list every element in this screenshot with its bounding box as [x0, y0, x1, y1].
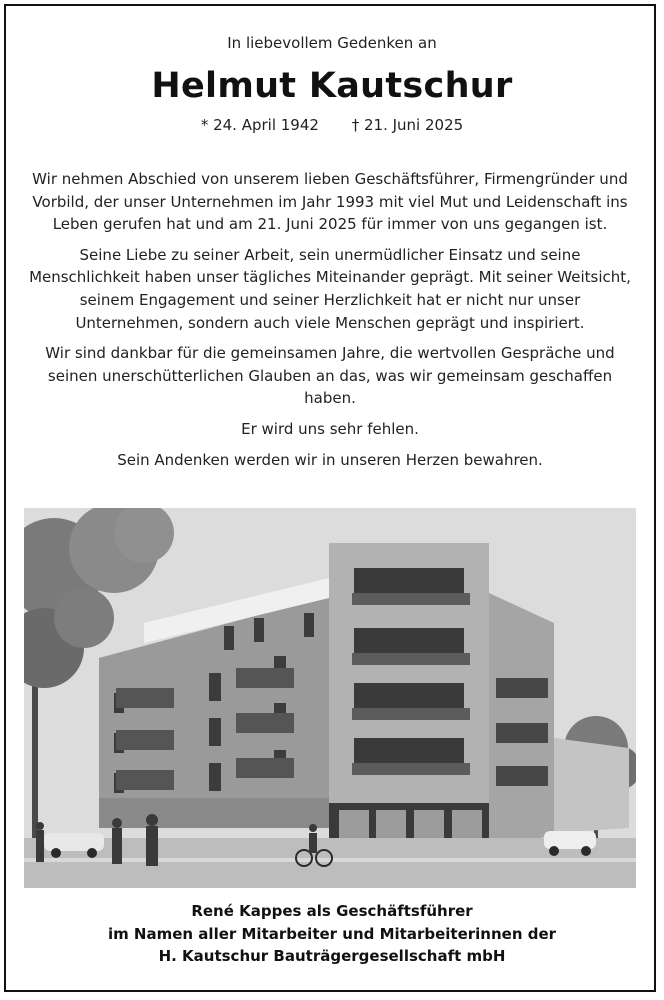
life-dates — [0, 116, 664, 134]
paragraph: Er wird uns sehr fehlen. — [241, 419, 419, 438]
building-corner-tower — [329, 543, 489, 858]
obituary-text — [24, 168, 636, 479]
deceased-name: Helmut Kautschur — [151, 66, 513, 106]
company-name: H. Kautschur Bauträgergesellschaft mbH — [158, 947, 506, 965]
building-photo — [24, 508, 636, 888]
death-date: † 21. Juni 2025 — [351, 116, 464, 134]
signature-line: René Kappes als Geschäftsführer — [191, 902, 473, 920]
paragraph: Wir nehmen Abschied von unserem lieben Geschäftsführer, Firmengründer und Vorbild, der unser Unternehmen im Jahr 1993 mit viel Mut und Leidenschaft ins Leben gerufen hat und am 21. Juni 2025 für immer von uns gegangen ist. — [32, 170, 628, 234]
signature-line: im Namen aller Mitarbeiter und Mitarbeiterinnen der — [107, 924, 557, 943]
intro-text: In liebevollem Gedenken an — [227, 34, 437, 52]
signature-block — [0, 900, 664, 968]
building-illustration — [24, 508, 636, 888]
paragraph: Sein Andenken werden wir in unseren Herzen bewahren. — [117, 450, 543, 469]
paragraph: Wir sind dankbar für die gemeinsamen Jahre, die wertvollen Gespräche und seinen unerschütterlichen Glauben an das, was wir gemeinsam geschaffen haben. — [45, 344, 615, 408]
birth-date: * 24. April 1942 — [200, 116, 319, 134]
paragraph: Seine Liebe zu seiner Arbeit, sein unermüdlicher Einsatz und seine Menschlichkeit haben unser tägliches Miteinander geprägt. Mit seiner Weitsicht, seinem Engagement und seiner Herzlichkeit hat er nicht nur unser Unternehmen, sondern auch viele Menschen geprägt und inspiriert. — [29, 245, 631, 332]
